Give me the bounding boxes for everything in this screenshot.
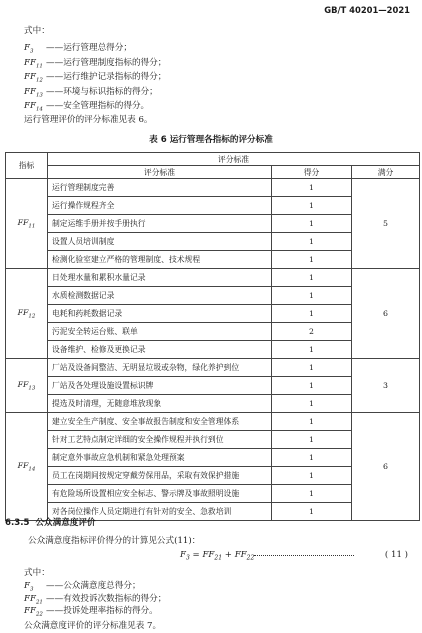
header-score: 得分: [272, 166, 352, 179]
criteria-cell: 日处理水量和累积水量记录: [48, 269, 272, 287]
criteria-cell: 对各岗位操作人员定期进行有针对的安全、急救培训: [48, 503, 272, 521]
criteria-cell: 设置人员培训制度: [48, 233, 272, 251]
criteria-cell: 检测化验室建立严格的管理制度、技术规程: [48, 251, 272, 269]
indicator-cell: $FF_{13}$: [6, 359, 48, 413]
equation-number: ( 11 ): [384, 550, 408, 560]
criteria-cell: 水质检测数据记录: [48, 287, 272, 305]
scoring-table: [5, 152, 420, 521]
criteria-cell: 制定运维手册并按手册执行: [48, 215, 272, 233]
table-row: [6, 359, 420, 377]
header-indicator: 指标: [6, 153, 48, 179]
score-cell: 1: [272, 305, 352, 323]
criteria-cell: 厂站及各处理设施设置标识牌: [48, 377, 272, 395]
full-score-cell: 5: [352, 179, 420, 269]
header-full-score: 满分: [352, 166, 420, 179]
full-score-cell: 6: [352, 413, 420, 521]
score-cell: 1: [272, 197, 352, 215]
score-cell: 1: [272, 359, 352, 377]
indicator-cell: $FF_{12}$: [6, 269, 48, 359]
formula-11: $F_3 = FF_{21} + FF_{22}$: [180, 550, 255, 562]
where-label-1: 式中：: [24, 26, 50, 36]
definition-item: $FF_{21}$ ——有效投诉次数指标的得分；: [24, 593, 167, 606]
criteria-cell: 提选及时清理，无随意堆放现象: [48, 395, 272, 413]
criteria-cell: 员工在岗期间按规定穿戴劳保用品，采取有效保护措施: [48, 467, 272, 485]
score-cell: 1: [272, 503, 352, 521]
where-label-2: 式中：: [24, 568, 50, 578]
criteria-cell: 电耗和药耗数据记录: [48, 305, 272, 323]
definition-item: $FF_{14}$ ——安全管理指标的得分。: [24, 101, 150, 113]
score-cell: 1: [272, 467, 352, 485]
full-score-cell: 3: [352, 359, 420, 413]
definition-item: $FF_{13}$ ——环境与标识指标的得分；: [24, 86, 158, 99]
table7-reference-note: 公众满意度评价的评分标准见表 7。: [24, 621, 162, 631]
standard-number: GB/T 40201—2021: [324, 5, 410, 15]
definition-item: $FF_{12}$ ——运行维护记录指标的得分；: [24, 72, 167, 84]
score-cell: 1: [272, 395, 352, 413]
definition-item: $FF_{22}$ ——投诉处理率指标的得分。: [24, 606, 158, 618]
criteria-cell: 厂站及设备间整洁、无明显垃圾或杂物，绿化养护到位: [48, 359, 272, 377]
score-cell: 1: [272, 413, 352, 431]
definition-item: $FF_{11}$ ——运行管理制度指标的得分；: [24, 57, 167, 70]
criteria-cell: 针对工艺特点制定详细的安全操作规程并执行到位: [48, 431, 272, 449]
table-caption: 表 6 运行管理各指标的评分标准: [149, 135, 273, 145]
criteria-cell: 污泥安全转运台账、联单: [48, 323, 272, 341]
criteria-cell: 设备维护、检修及更换记录: [48, 341, 272, 359]
full-score-cell: 6: [352, 269, 420, 359]
score-cell: 1: [272, 485, 352, 503]
definition-item: $F_3$ ——公众满意度总得分；: [24, 581, 141, 593]
score-cell: 1: [272, 377, 352, 395]
header-criteria-group: 评分标准: [48, 153, 420, 166]
formula-intro: 公众满意度指标评价得分的计算见公式(11)：: [28, 536, 201, 546]
table-row: [6, 413, 420, 431]
criteria-cell: 建立安全生产制度、安全事故报告制度和安全管理体系: [48, 413, 272, 431]
score-cell: 2: [272, 323, 352, 341]
score-cell: 1: [272, 431, 352, 449]
criteria-cell: 制定意外事故应急机制和紧急处理预案: [48, 449, 272, 467]
definition-item: $F_3$ ——运行管理总得分；: [24, 43, 132, 55]
table-row: [6, 269, 420, 287]
indicator-cell: $FF_{14}$: [6, 413, 48, 521]
criteria-cell: 有危险场所设置相应安全标志、警示牌及事故照明设施: [48, 485, 272, 503]
score-cell: 1: [272, 341, 352, 359]
section-heading: 6.3.5 公众满意度评价: [5, 518, 96, 528]
score-cell: 1: [272, 251, 352, 269]
score-cell: 1: [272, 215, 352, 233]
header-criteria: 评分标准: [48, 166, 272, 179]
score-cell: 1: [272, 269, 352, 287]
score-cell: 1: [272, 233, 352, 251]
table-reference-note: 运行管理评价的评分标准见表 6。: [24, 115, 153, 125]
criteria-cell: 运行操作规程齐全: [48, 197, 272, 215]
score-cell: 1: [272, 449, 352, 467]
formula-leader-dots: [254, 555, 354, 556]
score-cell: 1: [272, 179, 352, 197]
indicator-cell: $FF_{11}$: [6, 179, 48, 269]
criteria-cell: 运行管理制度完善: [48, 179, 272, 197]
score-cell: 1: [272, 287, 352, 305]
table-row: [6, 179, 420, 197]
